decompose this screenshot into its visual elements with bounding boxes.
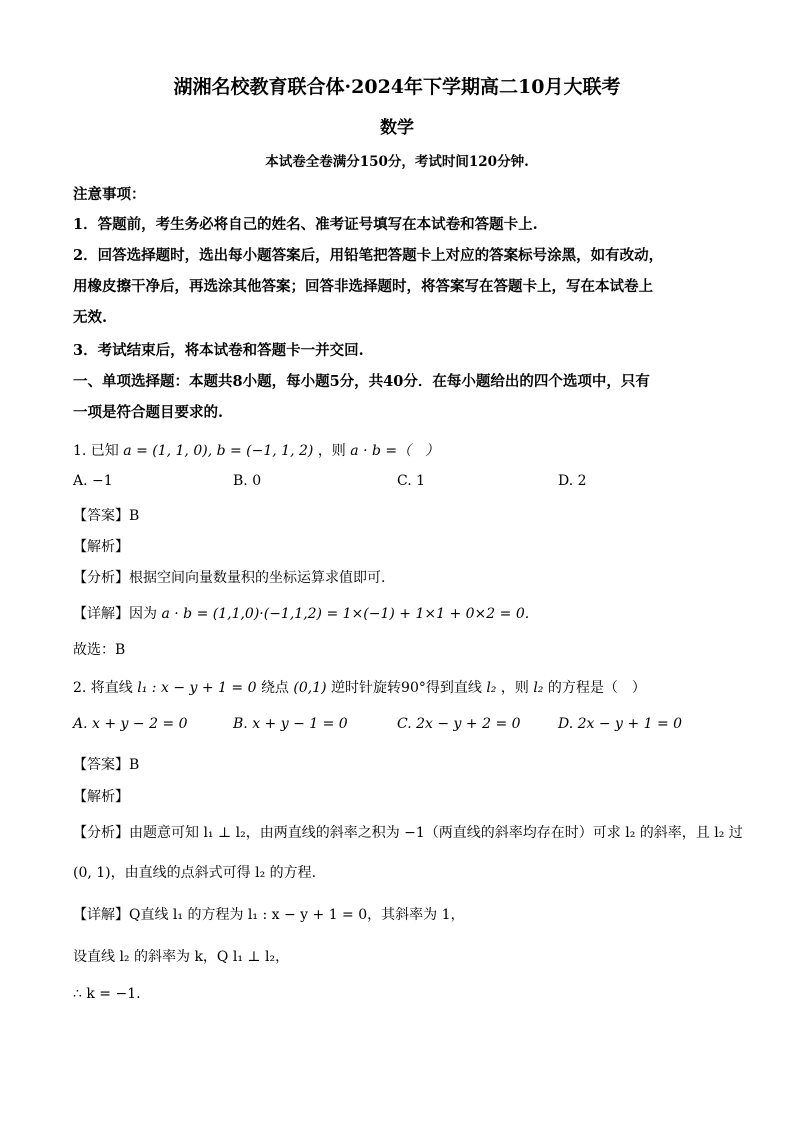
q2-analysis-line1: 【分析】由题意可知 l₁ ⊥ l₂，由两直线的斜率之积为 −1（两直线的斜率均存在时）可求 l₂ 的斜率，且 l₂ 过: [73, 825, 743, 841]
q1-option-a: A. −1: [73, 473, 113, 489]
page-title: 湖湘名校教育联合体·2024年下学期高二10月大联考: [173, 76, 621, 98]
q2-option-c: C. 2x − y + 2 = 0: [397, 716, 521, 732]
q1-formula: a = (1, 1, 0), b = (−1, 1, 2): [123, 443, 314, 459]
q1-expr: a · b =（ ）: [350, 443, 440, 459]
q2-suffix: 的方程是（ ）: [547, 680, 646, 696]
q2-point: (0,1): [293, 680, 327, 696]
note-item-3: 3．考试结束后，将本试卷和答题卡一并交回.: [73, 342, 364, 359]
q1-analysis: 【分析】根据空间向量数量积的坐标运算求值即可.: [73, 570, 386, 586]
q1-option-b: B. 0: [233, 473, 262, 489]
q2-option-b: B. x + y − 1 = 0: [233, 716, 348, 732]
section-heading-cont: 一项是符合题目要求的.: [73, 404, 224, 421]
subject-title: 数学: [380, 118, 414, 138]
note-item-2-end: 无效.: [73, 309, 108, 326]
q1-choice: 故选：B: [73, 642, 126, 658]
section-heading: 一、单项选择题：本题共8小题，每小题5分，共40分．在每小题给出的四个选项中，只有: [73, 373, 650, 390]
q1-option-d: D. 2: [558, 473, 587, 489]
q2-answer: 【答案】B: [73, 757, 140, 773]
q2-detail-line3: ∴ k = −1.: [73, 986, 141, 1002]
q1-answer: 【答案】B: [73, 508, 140, 524]
q1-detail-formula: a · b = (1,1,0)·(−1,1,2) = 1×(−1) + 1×1 + 0×2 = 0.: [161, 606, 530, 622]
q2-analysis-line2: (0, 1)，由直线的点斜式可得 l₂ 的方程.: [73, 865, 317, 881]
q1-mid: ，则: [317, 443, 346, 459]
q2-detail-line2: 设直线 l₂ 的斜率为 k，Q l₁ ⊥ l₂，: [73, 949, 290, 965]
note-item-2: 2．回答选择题时，选出每小题答案后，用铅笔把答题卡上对应的答案标号涂黑，如有改动，: [73, 247, 664, 264]
note-item-2-cont: 用橡皮擦干净后，再选涂其他答案；回答非选择题时，将答案写在答题卡上，写在本试卷上: [73, 278, 653, 295]
question-2: [73, 677, 646, 697]
q2-l2: l₂: [486, 680, 497, 696]
q2-l2b: l₂: [533, 680, 544, 696]
q2-mid3: ，则: [500, 680, 529, 696]
q1-option-c: C. 1: [397, 473, 426, 489]
q1-analysis-tag: 【解析】: [73, 539, 129, 555]
note-item-1: 1．答题前，考生务必将自己的姓名、准考证号填写在本试卷和答题卡上.: [73, 216, 538, 233]
q2-analysis-tag: 【解析】: [73, 789, 129, 805]
q2-option-d: D. 2x − y + 1 = 0: [558, 716, 683, 732]
q2-line-eq: l₁ : x − y + 1 = 0: [137, 680, 257, 696]
q2-mid1: 绕点: [260, 680, 289, 696]
q2-mid2: 逆时针旋转90°得到直线: [331, 680, 482, 696]
q1-detail-prefix: 【详解】因为: [73, 606, 157, 622]
notes-heading: 注意事项：: [73, 186, 146, 203]
score-info: 本试卷全卷满分150分，考试时间120分钟.: [265, 154, 529, 170]
q1-detail: [73, 603, 529, 623]
q1-prefix: 1. 已知: [73, 443, 119, 459]
question-1: [73, 440, 439, 460]
q2-prefix: 2. 将直线: [73, 680, 133, 696]
q2-option-a: A. x + y − 2 = 0: [73, 716, 188, 732]
q2-detail-line1: 【详解】Q直线 l₁ 的方程为 l₁ : x − y + 1 = 0，其斜率为 1，: [73, 907, 465, 923]
